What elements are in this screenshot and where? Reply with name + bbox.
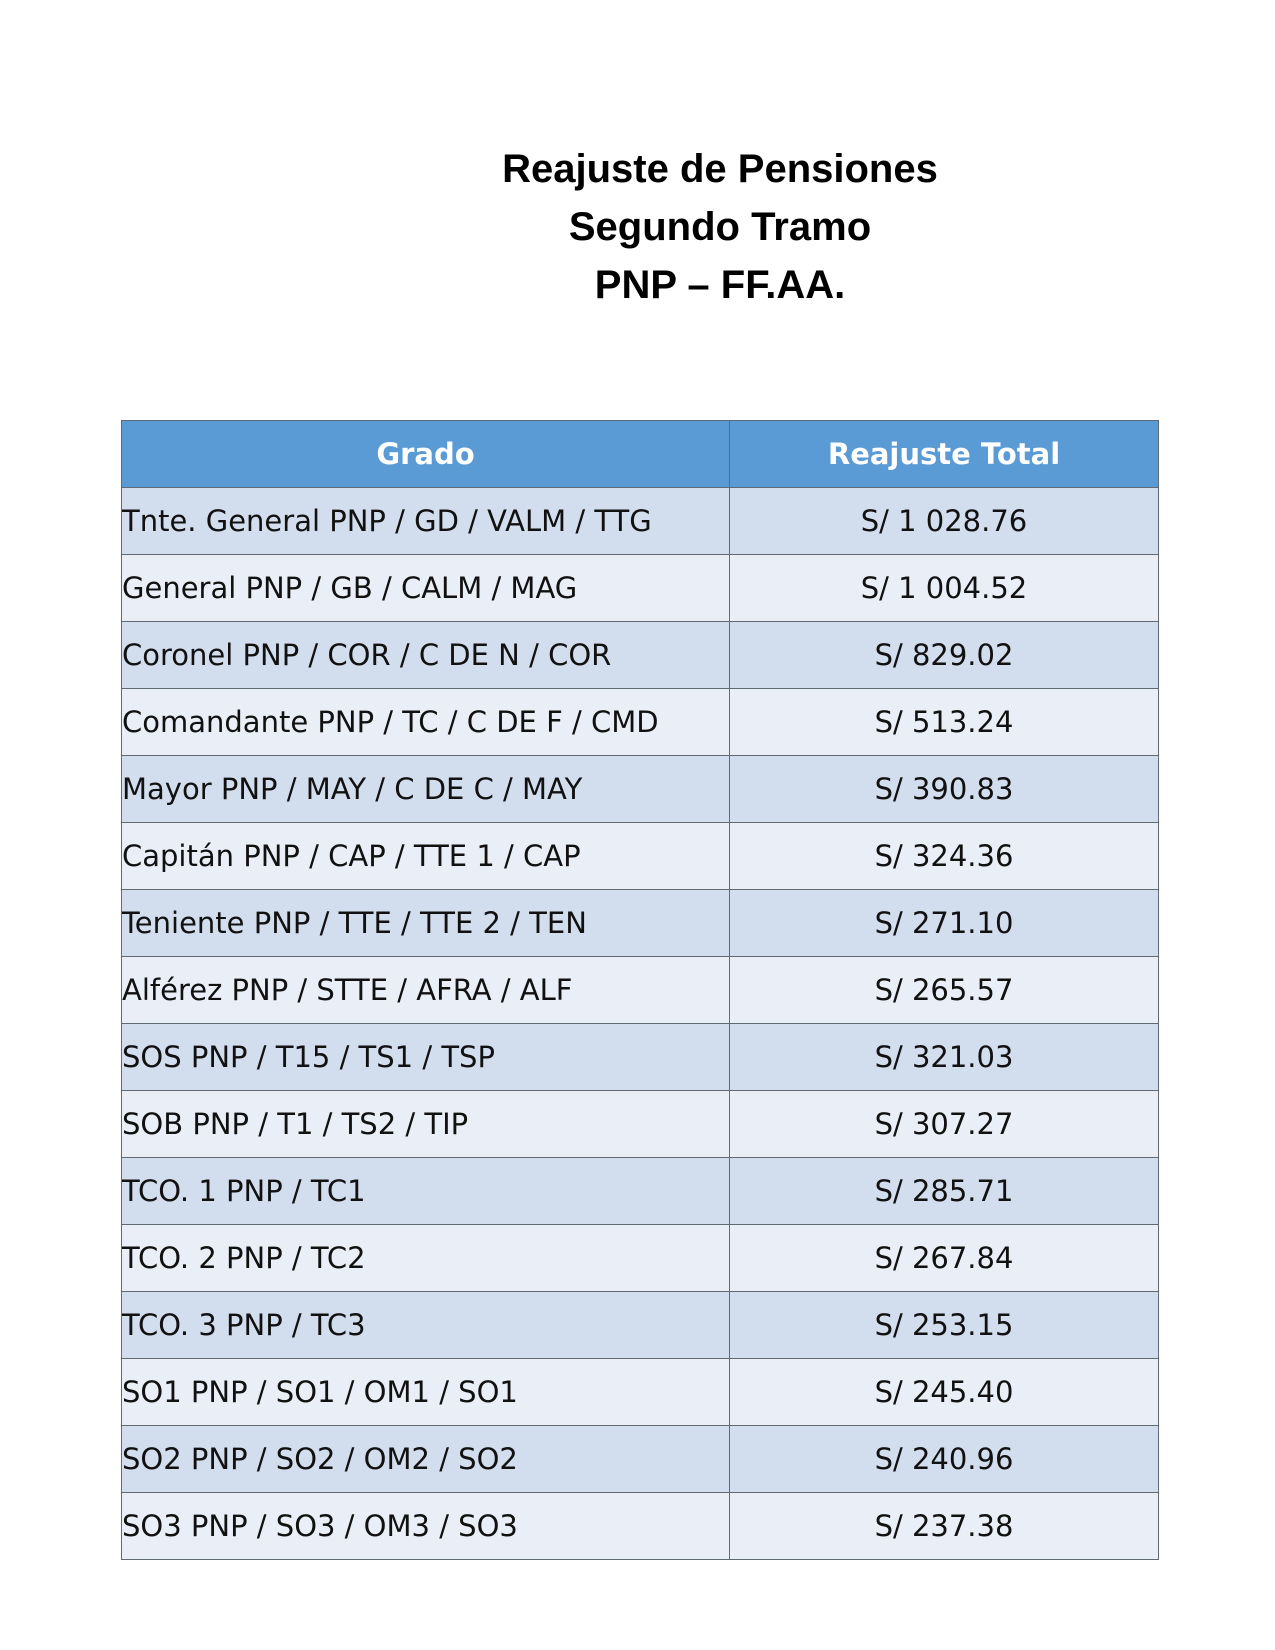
- table-row: [122, 756, 1159, 823]
- grado-cell: Alférez PNP / STTE / AFRA / ALF: [122, 957, 730, 1024]
- grado-cell: Comandante PNP / TC / C DE F / CMD: [122, 689, 730, 756]
- table-row: [122, 1426, 1159, 1493]
- grado-cell: Capitán PNP / CAP / TTE 1 / CAP: [122, 823, 730, 890]
- reajuste-total-cell: S/ 324.36: [730, 823, 1159, 890]
- grado-cell: SO1 PNP / SO1 / OM1 / SO1: [122, 1359, 730, 1426]
- grado-cell: SOS PNP / T15 / TS1 / TSP: [122, 1024, 730, 1091]
- reajuste-total-cell: S/ 267.84: [730, 1225, 1159, 1292]
- table-row: [122, 622, 1159, 689]
- grado-cell: TCO. 2 PNP / TC2: [122, 1225, 730, 1292]
- grado-cell: General PNP / GB / CALM / MAG: [122, 555, 730, 622]
- reajuste-total-cell: S/ 1 004.52: [730, 555, 1159, 622]
- column-header-reajuste-total: Reajuste Total: [730, 421, 1159, 488]
- table-row: [122, 1158, 1159, 1225]
- reajuste-total-cell: S/ 237.38: [730, 1493, 1159, 1560]
- table-row: [122, 1359, 1159, 1426]
- grado-cell: Mayor PNP / MAY / C DE C / MAY: [122, 756, 730, 823]
- grado-cell: SO3 PNP / SO3 / OM3 / SO3: [122, 1493, 730, 1560]
- reajuste-total-cell: S/ 245.40: [730, 1359, 1159, 1426]
- grado-cell: Coronel PNP / COR / C DE N / COR: [122, 622, 730, 689]
- table-row: [122, 689, 1159, 756]
- grado-cell: SOB PNP / T1 / TS2 / TIP: [122, 1091, 730, 1158]
- reajuste-total-cell: S/ 513.24: [730, 689, 1159, 756]
- table-row: [122, 555, 1159, 622]
- table-row: [122, 1091, 1159, 1158]
- pension-adjustment-table: [121, 420, 1159, 1560]
- table-header-row: [122, 421, 1159, 488]
- table-row: [122, 1225, 1159, 1292]
- grado-cell: Tnte. General PNP / GD / VALM / TTG: [122, 488, 730, 555]
- reajuste-total-cell: S/ 271.10: [730, 890, 1159, 957]
- grado-cell: TCO. 1 PNP / TC1: [122, 1158, 730, 1225]
- table-row: [122, 890, 1159, 957]
- table-row: [122, 957, 1159, 1024]
- grado-cell: SO2 PNP / SO2 / OM2 / SO2: [122, 1426, 730, 1493]
- reajuste-total-cell: S/ 829.02: [730, 622, 1159, 689]
- title-line-2: Segundo Tramo: [568, 205, 872, 249]
- reajuste-total-cell: S/ 265.57: [730, 957, 1159, 1024]
- table-row: [122, 488, 1159, 555]
- reajuste-total-cell: S/ 240.96: [730, 1426, 1159, 1493]
- table-row: [122, 1024, 1159, 1091]
- reajuste-total-cell: S/ 307.27: [730, 1091, 1159, 1158]
- table-body: [122, 488, 1159, 1560]
- table-row: [122, 823, 1159, 890]
- reajuste-total-cell: S/ 1 028.76: [730, 488, 1159, 555]
- document-title: [400, 140, 1040, 314]
- table-row: [122, 1292, 1159, 1359]
- title-line-3: PNP – FF.AA.: [594, 263, 846, 307]
- title-line-1: Reajuste de Pensiones: [502, 147, 938, 191]
- reajuste-total-cell: S/ 285.71: [730, 1158, 1159, 1225]
- grado-cell: Teniente PNP / TTE / TTE 2 / TEN: [122, 890, 730, 957]
- reajuste-total-cell: S/ 321.03: [730, 1024, 1159, 1091]
- grado-cell: TCO. 3 PNP / TC3: [122, 1292, 730, 1359]
- reajuste-total-cell: S/ 253.15: [730, 1292, 1159, 1359]
- table-row: [122, 1493, 1159, 1560]
- column-header-grado: Grado: [122, 421, 730, 488]
- reajuste-total-cell: S/ 390.83: [730, 756, 1159, 823]
